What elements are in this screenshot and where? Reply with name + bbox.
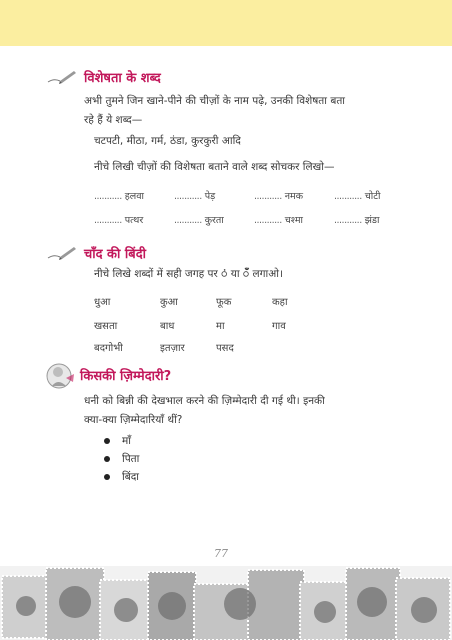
paragraph bbox=[84, 92, 424, 130]
child-mascot-icon bbox=[46, 362, 76, 390]
word-item: कहा bbox=[272, 297, 288, 308]
blank-line[interactable]: ........... bbox=[174, 215, 202, 226]
bullet-icon bbox=[104, 474, 110, 480]
stamp-collage-image bbox=[0, 566, 452, 640]
noun-word: हलवा bbox=[124, 191, 144, 202]
blank-line[interactable]: ........... bbox=[94, 191, 122, 202]
word-item: धुआ bbox=[94, 297, 111, 308]
paragraph-line: अभी तुमने जिन खाने-पीने की चीज़ों के नाम पढ़े, उनकी विशेषता बता bbox=[84, 95, 346, 107]
pen-writing-icon bbox=[46, 69, 78, 85]
fill-blank-item bbox=[174, 189, 254, 202]
word-item: पसद bbox=[216, 343, 234, 354]
fill-blank-item bbox=[94, 189, 174, 202]
word-item: गाव bbox=[272, 321, 286, 332]
word-item: इतज़ार bbox=[160, 343, 185, 354]
pen-writing-icon bbox=[46, 245, 78, 261]
example-words: चटपटी, मीठा, गर्म, ठंडा, कुरकुरी आदि bbox=[94, 135, 241, 147]
instruction-text bbox=[94, 265, 283, 284]
instruction-text: नीचे लिखी चीज़ों की विशेषता बताने वाले शब्द सोचकर लिखो— bbox=[94, 161, 335, 173]
section-title: किसकी ज़िम्मेदारी? bbox=[80, 369, 172, 384]
noun-word: पत्थर bbox=[124, 215, 144, 226]
word-item: खसता bbox=[94, 321, 118, 332]
fill-blank-item bbox=[94, 213, 174, 226]
word-item: बदगोभी bbox=[94, 343, 123, 354]
noun-word: कुरता bbox=[204, 215, 224, 226]
section-title: चाँद की बिंदी bbox=[84, 247, 146, 262]
bullet-icon bbox=[104, 456, 110, 462]
word-item: फूक bbox=[216, 297, 232, 308]
section-heading-zimmedari bbox=[80, 366, 171, 384]
anusvara-mark: ं bbox=[221, 268, 228, 280]
section-title: विशेषता के शब्द bbox=[84, 71, 161, 86]
word-row bbox=[94, 318, 328, 332]
list-item-label: बिंदा bbox=[122, 471, 140, 483]
bullet-list bbox=[104, 432, 139, 486]
noun-word: झंडा bbox=[364, 215, 380, 226]
fill-blank-item bbox=[174, 213, 254, 226]
paragraph bbox=[84, 392, 424, 430]
word-item: मा bbox=[216, 321, 225, 332]
noun-word: पेड़ bbox=[204, 191, 216, 202]
fill-blank-item bbox=[254, 189, 334, 202]
section-heading-visheshta bbox=[46, 68, 161, 86]
list-item bbox=[104, 450, 139, 468]
fill-blank-row-2 bbox=[94, 213, 414, 226]
blank-line[interactable]: ........... bbox=[334, 215, 362, 226]
noun-word: चोटी bbox=[364, 191, 381, 202]
noun-word: नमक bbox=[284, 191, 303, 202]
paragraph-line: क्या-क्या ज़िम्मेदारियाँ थीं? bbox=[84, 414, 183, 426]
paragraph-line: धनी को बिन्नी की देखभाल करने की ज़िम्मेदारी दी गई थी। इनकी bbox=[84, 395, 325, 407]
list-item bbox=[104, 468, 139, 486]
list-item-label: पिता bbox=[122, 453, 140, 465]
list-item bbox=[104, 432, 139, 450]
blank-line[interactable]: ........... bbox=[334, 191, 362, 202]
word-row bbox=[94, 340, 272, 354]
fill-blank-item bbox=[254, 213, 334, 226]
word-item: बाध bbox=[160, 321, 175, 332]
paragraph-line: रहे हैं ये शब्द— bbox=[84, 114, 143, 126]
bullet-icon bbox=[104, 438, 110, 444]
top-color-band bbox=[0, 0, 452, 46]
fill-blank-item bbox=[334, 189, 414, 202]
noun-word: चश्मा bbox=[284, 215, 303, 226]
list-item-label: माँ bbox=[122, 435, 131, 447]
blank-line[interactable]: ........... bbox=[94, 215, 122, 226]
page-number: 77 bbox=[214, 547, 228, 560]
instruction-part: या bbox=[230, 268, 240, 280]
chandrabindu-mark: ँ bbox=[242, 268, 250, 280]
fill-blank-item bbox=[334, 213, 414, 226]
blank-line[interactable]: ........... bbox=[174, 191, 202, 202]
instruction-part: लगाओ। bbox=[252, 268, 283, 280]
blank-line[interactable]: ........... bbox=[254, 191, 282, 202]
word-row bbox=[94, 294, 328, 308]
instruction-part: नीचे लिखे शब्दों में सही जगह पर bbox=[94, 268, 218, 280]
section-heading-chaand-bindi bbox=[46, 244, 146, 262]
word-item: कुआ bbox=[160, 297, 178, 308]
fill-blank-row-1 bbox=[94, 189, 414, 202]
blank-line[interactable]: ........... bbox=[254, 215, 282, 226]
